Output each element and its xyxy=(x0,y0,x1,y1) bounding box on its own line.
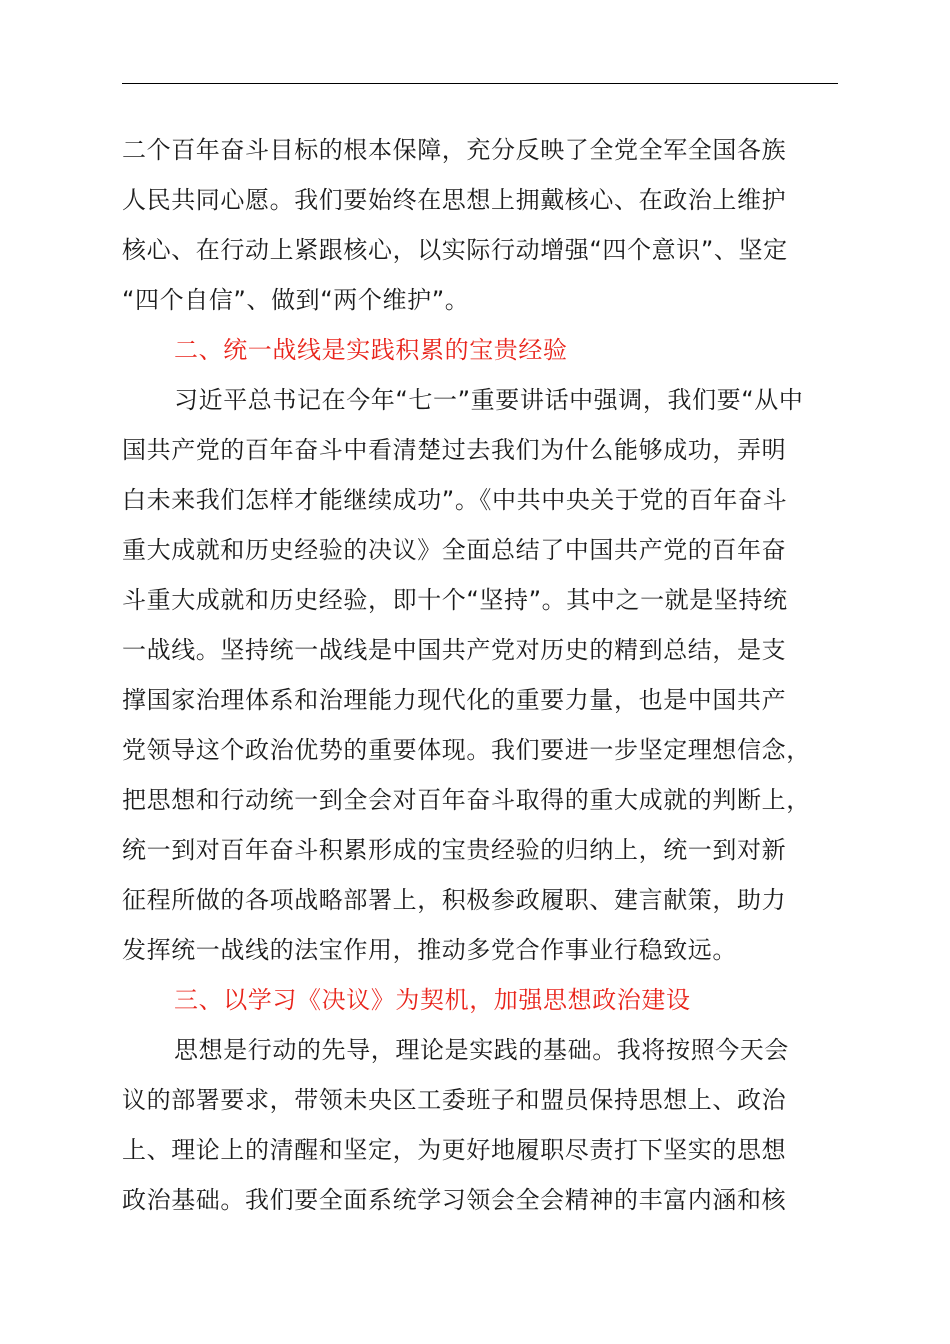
text-line: 议的部署要求，带领未央区工委班子和盟员保持思想上、政治 xyxy=(122,1086,787,1114)
text-line: 人民共同心愿。我们要始终在思想上拥戴核心、在政治上维护 xyxy=(122,186,787,214)
text-line: 一战线。坚持统一战线是中国共产党对历史的精到总结，是支 xyxy=(122,636,787,664)
text-line: 白未来我们怎样才能继续成功”。《中共中央关于党的百年奋斗 xyxy=(122,486,788,514)
document-body xyxy=(122,125,862,1225)
text-line: “四个自信”、做到“两个维护”。 xyxy=(122,286,470,314)
text-line: 二个百年奋斗目标的根本保障，充分反映了全党全军全国各族 xyxy=(122,136,787,164)
text-line: 发挥统一战线的法宝作用，推动多党合作事业行稳致远。 xyxy=(122,936,737,964)
text-line: 党领导这个政治优势的重要体现。我们要进一步坚定理想信念， xyxy=(122,736,811,764)
text-line: 斗重大成就和历史经验，即十个“坚持”。其中之一就是坚持统 xyxy=(122,586,788,614)
paragraph-start: 思想是行动的先导，理论是实践的基础。我将按照今天会 xyxy=(174,1036,789,1064)
paragraph-start: 习近平总书记在今年“七一”重要讲话中强调，我们要“从中 xyxy=(174,386,804,414)
text-line: 重大成就和历史经验的决议》全面总结了中国共产党的百年奋 xyxy=(122,536,787,564)
text-line: 统一到对百年奋斗积累形成的宝贵经验的归纳上，统一到对新 xyxy=(122,836,787,864)
text-line: 政治基础。我们要全面系统学习领会全会精神的丰富内涵和核 xyxy=(122,1186,787,1214)
section-heading-3: 三、以学习《决议》为契机，加强思想政治建设 xyxy=(174,986,691,1014)
text-line: 征程所做的各项战略部署上，积极参政履职、建言献策，助力 xyxy=(122,886,787,914)
text-line: 撑国家治理体系和治理能力现代化的重要力量，也是中国共产 xyxy=(122,686,787,714)
text-line: 上、理论上的清醒和坚定，为更好地履职尽责打下坚实的思想 xyxy=(122,1136,787,1164)
section-heading-2: 二、统一战线是实践积累的宝贵经验 xyxy=(174,336,568,364)
text-line: 核心、在行动上紧跟核心，以实际行动增强“四个意识”、坚定 xyxy=(122,236,788,264)
text-line: 把思想和行动统一到全会对百年奋斗取得的重大成就的判断上， xyxy=(122,786,811,814)
header-rule xyxy=(122,83,838,84)
text-line: 国共产党的百年奋斗中看清楚过去我们为什么能够成功，弄明 xyxy=(122,436,787,464)
